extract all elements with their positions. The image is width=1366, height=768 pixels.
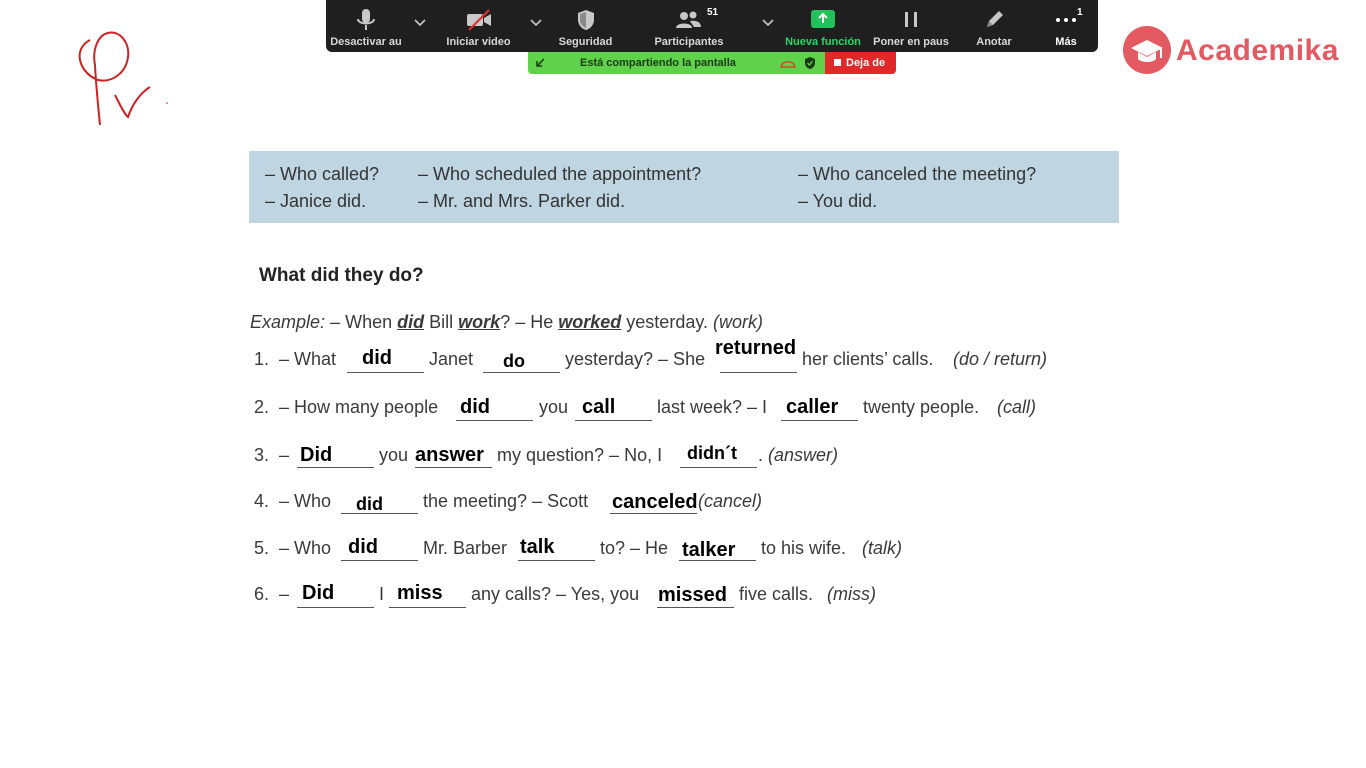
shield-icon [575, 8, 597, 32]
item-text: Janet [429, 349, 474, 369]
answer-blank [347, 372, 424, 373]
grammar-reference-box [249, 151, 1119, 223]
handwritten-answer: talker [682, 539, 736, 561]
item-text: – Who [279, 491, 332, 511]
handwritten-answer: caller [786, 396, 839, 418]
handwritten-answer: did [362, 347, 392, 369]
new-share-button[interactable] [783, 0, 863, 52]
example-line [250, 312, 763, 333]
stop-square-icon [834, 59, 841, 66]
pencil-icon [983, 8, 1005, 32]
item-hint: (miss) [827, 584, 876, 604]
item-text: you [379, 445, 409, 465]
academika-logo-icon [1123, 26, 1171, 74]
answer-blank [483, 372, 560, 373]
grammar-question-3: – Who canceled the meeting? [798, 164, 1037, 184]
item-text: five calls. [739, 584, 814, 604]
answer-blank [297, 467, 374, 468]
start-video-label: Iniciar video [446, 36, 511, 48]
answer-blank [518, 560, 595, 561]
handwritten-answer: did [356, 494, 383, 514]
answer-blank [341, 560, 418, 561]
sharing-banner [528, 52, 825, 74]
item-text: I [379, 584, 385, 604]
security-shield-icon[interactable] [804, 56, 816, 70]
video-camera-off-icon [465, 8, 493, 32]
grammar-question-2: – Who scheduled the appointment? [418, 164, 702, 184]
stop-sharing-button[interactable] [825, 52, 896, 74]
handwritten-answer: talk [520, 536, 555, 558]
handwritten-answer: Did [302, 582, 335, 604]
annotation-scribble [70, 25, 180, 130]
item-hint: (answer) [768, 445, 839, 465]
item-hint: (call) [997, 397, 1036, 417]
item-text: the meeting? – Scott [423, 491, 589, 511]
answer-blank [456, 420, 533, 421]
handwritten-answer: didn´t [687, 443, 737, 463]
item-text: her clients’ calls. [802, 349, 934, 369]
item-text: – Who [279, 538, 332, 558]
mute-button[interactable] [326, 0, 406, 52]
meeting-toolbar [326, 0, 1098, 52]
video-options-chevron-icon[interactable] [528, 14, 544, 30]
example-text: ? – He [500, 312, 554, 332]
answer-blank [657, 607, 734, 608]
item-text: – [279, 584, 290, 604]
item-text: yesterday? – She [565, 349, 706, 369]
answer-blank [415, 467, 492, 468]
handwritten-answer: did [348, 536, 378, 558]
participants-label: Participantes [654, 36, 724, 48]
grammar-answer-2: – Mr. and Mrs. Parker did. [418, 191, 626, 211]
example-text: Bill [429, 312, 454, 332]
pause-share-button[interactable] [871, 0, 951, 52]
exercise-heading: What did they do? [259, 265, 424, 286]
pause-icon [900, 8, 922, 32]
item-text: my question? – No, I [497, 445, 663, 465]
handwritten-answer: did [460, 396, 490, 418]
item-text: last week? – I [657, 397, 768, 417]
example-worked: worked [558, 312, 622, 332]
participants-count: 51 [707, 7, 719, 18]
stop-sharing-label: Deja de [846, 57, 886, 69]
participants-button[interactable] [648, 0, 730, 52]
start-video-button[interactable] [436, 0, 521, 52]
item-text: Mr. Barber [423, 538, 508, 558]
more-badge: 1 [1077, 7, 1083, 18]
grammar-question-1: – Who called? [265, 164, 380, 184]
example-text: – When [330, 312, 393, 332]
item-text: – What [279, 349, 337, 369]
microphone-icon [355, 8, 377, 32]
more-label: Más [1055, 36, 1077, 48]
item-number: 1. [254, 349, 270, 369]
handwritten-answer: Did [300, 444, 333, 466]
item-hint: (do / return) [953, 349, 1048, 369]
security-label: Seguridad [558, 36, 613, 48]
answer-blank [575, 420, 652, 421]
item-text: twenty people. [863, 397, 980, 417]
share-screen-icon [810, 8, 836, 32]
handwritten-answer: missed [658, 584, 727, 606]
sharing-status-text: Está compartiendo la pantalla [580, 57, 736, 69]
pause-share-label: Poner en paus [873, 36, 949, 48]
item-hint: (talk) [862, 538, 902, 558]
example-hint: (work) [713, 312, 764, 332]
item-number: 4. [254, 491, 270, 511]
academika-logo-text: Academika [1176, 34, 1339, 67]
answer-blank [781, 420, 858, 421]
item-text: – How many people [279, 397, 439, 417]
collapse-arrow-icon[interactable] [534, 57, 546, 69]
grammar-answer-3: – You did. [798, 191, 878, 211]
example-label: Example: [250, 312, 326, 332]
example-work: work [458, 312, 501, 332]
item-text: – [279, 445, 290, 465]
answer-blank [680, 467, 757, 468]
item-text: you [539, 397, 569, 417]
item-number: 2. [254, 397, 270, 417]
handwritten-answer: returned [715, 337, 797, 359]
participants-options-chevron-icon[interactable] [760, 14, 776, 30]
item-text: to? – He [600, 538, 669, 558]
answer-blank [297, 607, 374, 608]
answer-blank [720, 372, 797, 373]
answer-blank [389, 607, 466, 608]
mute-label: Desactivar au [330, 36, 402, 48]
item-number: 5. [254, 538, 270, 558]
item-text: to his wife. [761, 538, 847, 558]
annotate-label: Anotar [976, 36, 1012, 48]
handwritten-answer: do [503, 351, 525, 371]
more-button[interactable] [1036, 0, 1096, 52]
example-text: yesterday. [626, 312, 708, 332]
audio-options-chevron-icon[interactable] [412, 14, 428, 30]
item-number: 6. [254, 584, 270, 604]
handwritten-answer: miss [397, 582, 443, 604]
handwritten-answer: answer [415, 444, 484, 466]
security-button[interactable] [548, 0, 623, 52]
handwritten-answer: call [582, 396, 616, 418]
item-text: any calls? – Yes, you [471, 584, 640, 604]
item-number: 3. [254, 445, 270, 465]
grammar-answer-1: – Janice did. [265, 191, 367, 211]
annotate-button[interactable] [959, 0, 1029, 52]
network-signal-icon[interactable] [780, 56, 796, 69]
new-share-label: Nueva función [785, 36, 861, 48]
item-text: . [758, 445, 764, 465]
item-hint: (cancel) [698, 491, 763, 511]
participants-icon [674, 8, 704, 32]
handwritten-answer: canceled [612, 491, 698, 513]
example-did: did [397, 312, 425, 332]
